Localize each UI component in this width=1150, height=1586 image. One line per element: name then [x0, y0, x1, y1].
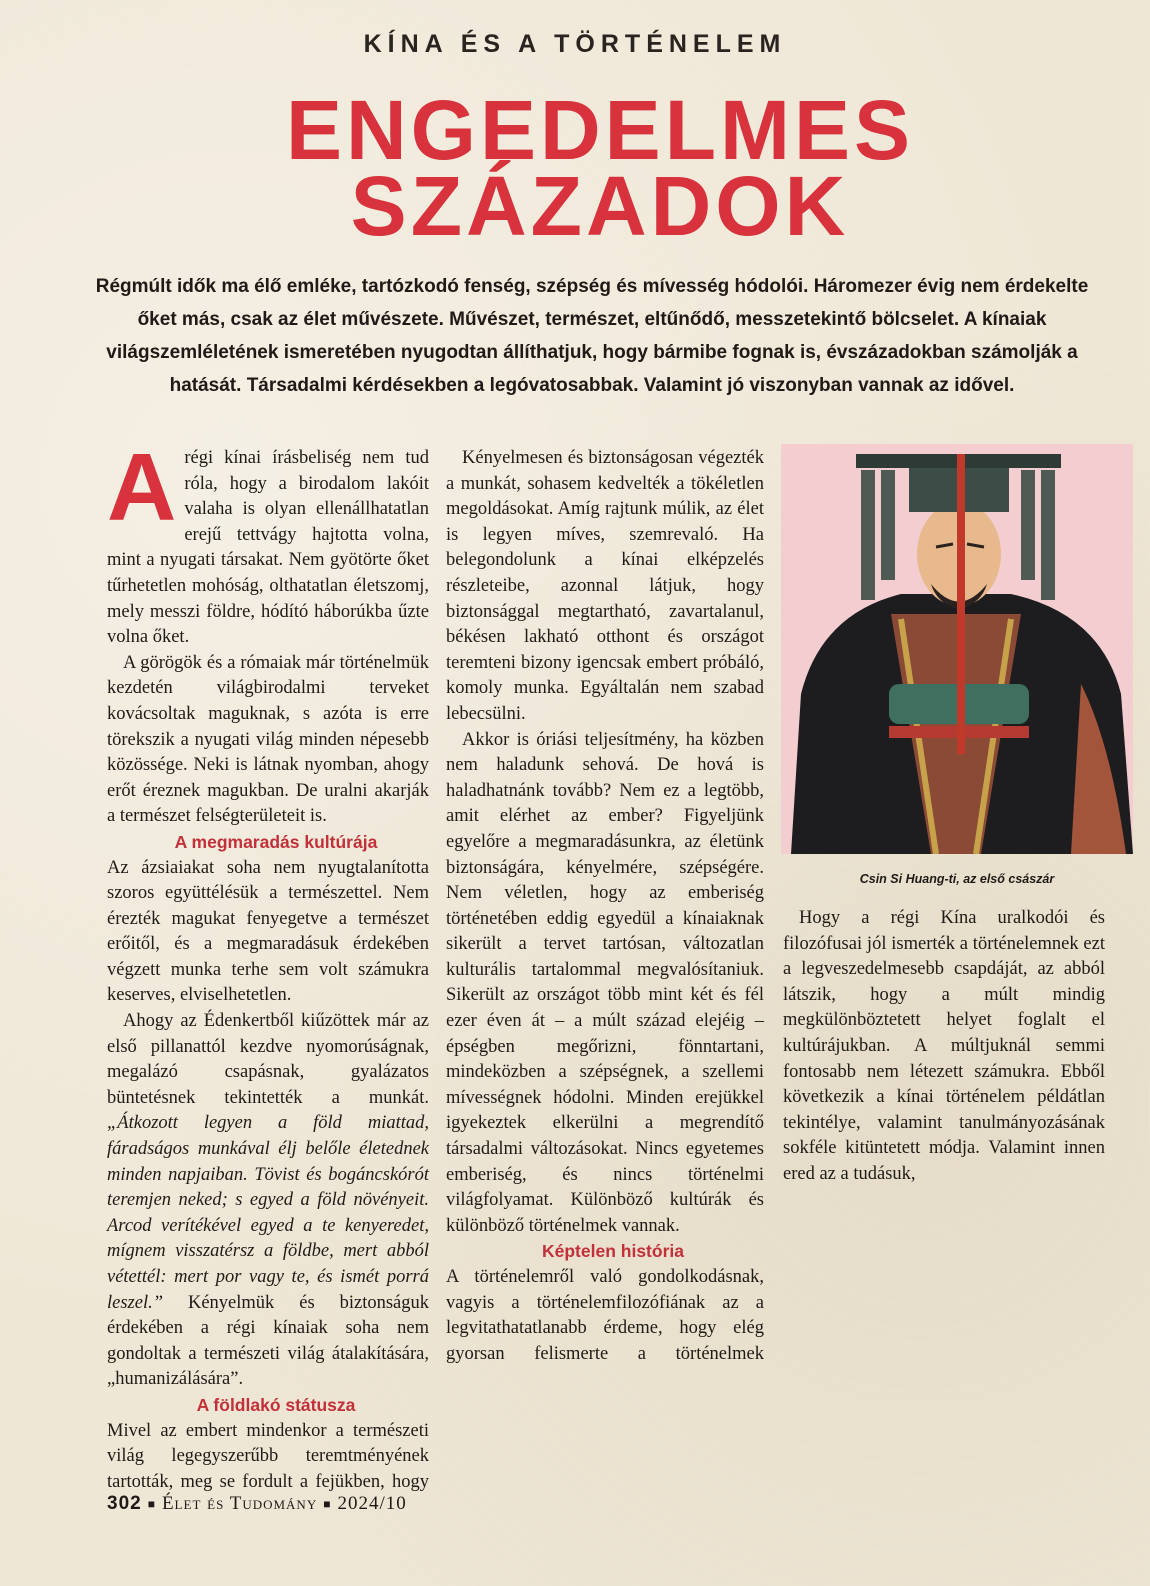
paragraph: Kényelmesen és biztonságosan végezték a munkát, sohasem kedvelték a tökéletlen megoldásokat. Amíg rajtunk múlik, az élet is legyen míves, szemrevaló. Ha belegondolunk a kínai elképzelés részleteibe, azonnal látjuk, hogy biztonsággal megtartható, zavartalanul, békésen lakható otthont és országot teremteni bizony igencsak embert próbáló, komoly munka. Egyáltalán nem szabad lebecsülni.	[446, 448, 764, 724]
title-line-1: ENGEDELMES	[285, 83, 915, 177]
title-line-2: SZÁZADOK	[350, 159, 850, 253]
lead-paragraph: Régmúlt idők ma élő emléke, tartózkodó fenség, szépség és mívesség hódolói. Háromezer évig nem érdekelte őket más, csak az élet művészete. Művészet, természet, eltűnődő, messzetekintő bölcselet. A kínaiak világszemléletének ismeretében nyugodtan állíthatjuk, hogy bármibe fognak is, évszázadokban számolják a hatását. Társadalmi kérdésekben a legóvatosabbak. Valamint jó viszonyban vannak az idővel.	[95, 276, 1089, 396]
paragraph-text: A történelemről való gondolkodásnak, vagyis a történelemfilozófiának az a legvitathatatlanabb érdeme, hogy elég gyorsan felismerte a történelmek	[446, 1267, 764, 1364]
paragraph: Akkor is óriási teljesítmény, ha közben nem haladunk sehová. De hová is haladhatnánk tovább? Nem ez a legtöbb, amit elérhet az ember? Figyeljünk egyelőre a megmaradásunkra, az életünk biztonságára, kényelmére, szépségére. Nem véletlen, hogy az emberiség történetében eddig egyedül a kínaiaknak sikerült a tervet tartósan, változatlan kulturális tartalommal megvalósítaniuk. Sikerült az országot több mint két és fél ezer éven át – a múlt század elejéig – épségben megőrizni, fönntartani, mindeközben a szépségnek, a szellemi mívességnek hódolni. Minden erejükkel igyekeztek elkerülni a megrendítő társadalmi változásokat. Nincs egyetemes emberiség, és nincs történelmi világfolyamat. Különböző kultúrák és különböző történelmek vannak.	[446, 729, 764, 1236]
emperor-portrait-icon	[781, 444, 1133, 854]
page-number: 302	[107, 1493, 142, 1514]
section-kicker: KÍNA ÉS A TÖRTÉNELEM	[363, 30, 787, 58]
paragraph: Hogy a régi Kína uralkodói és filozófusai jól ismerték a történelemnek ezt a legveszedelmesebb csapdáját, az abból látszik, hogy a múlt mindig megkülönböztetett helyet foglalt el kultúrájukban. A múltjuknál semmi fontosabb nem létezett számukra. Ebből következik a kínai történelem példátlan tekintélye, valamint tanulmányozásának sokféle kitüntetett módja. Valamint innen ered az a tudásuk,	[783, 908, 1105, 1184]
subheading: Képtelen história	[542, 1241, 684, 1262]
paragraph-text: Kényelmük és biztonságuk érdekében a régi kínaiak soha nem gondoltak a természeti világ átalakítására, „humanizálására”.	[107, 1292, 429, 1390]
paragraph: A görögök és a rómaiak már történelmük kezdetén világbirodalmi terveket kovácsoltak maguknak, s azóta is erre törekszik a nyugati világ minden népesebb közössége. Neki is látnak nyomban, ahogy erőt éreznek magukban. De uralni akarják a természet felségterületeit is.	[107, 652, 429, 827]
column-1	[107, 434, 429, 1496]
bible-quote: „Átkozott legyen a föld miattad, fáradságos munkával élj belőle életednek minden napjaiban. Tövist és bogáncskórót teremjen neked; s egyed a föld növényeit. Arcod verítékével egyed a te kenyeredet, mígnem visszatérsz a földbe, mert abból vétettél: mert por vagy te, és ismét porrá leszel.”	[107, 1113, 429, 1313]
column-3	[783, 906, 1105, 1188]
drop-cap: A	[107, 434, 177, 541]
paragraph-text: Ahogy az Édenkertből kiűzöttek már az első pillanattól kezdve nyomorúságnak, megalázó csapásnak, gyalázatos büntetésnek tekintették a munkát.	[107, 1011, 429, 1108]
paragraph-text: régi kínai írásbeliség nem tud róla, hogy a birodalom lakóit valaha is olyan ellenállhatatlan erejű tettvágy hajtotta volna, mint a nyugati társakat. Nem gyötörte őket tűrhetetlen mohóság, olthatatlan életszomj, mely messzi földre, hódító háborúkba űzte volna őket.	[107, 448, 429, 648]
figure-caption: Csin Si Huang-ti, az első császár	[859, 872, 1055, 886]
article-title	[0, 83, 1150, 253]
magazine-name: Élet és Tudomány	[161, 1493, 318, 1514]
subheading: A megmaradás kultúrája	[174, 831, 378, 852]
page-footer	[107, 1493, 407, 1515]
separator-icon: ■	[147, 1497, 156, 1512]
subheading: A földlakó státusza	[196, 1394, 356, 1415]
paragraph	[107, 434, 429, 651]
paragraph	[446, 1265, 764, 1367]
paragraph: Az ázsiaiakat soha nem nyugtalanította szoros együttélésük a természettel. Nem érezték magukat fenyegetve a természet erőitől, és a megmaradásuk érdekében végzett munka terhe sem volt számukra keserves, elviselhetetlen.	[107, 857, 429, 1006]
separator-icon: ■	[323, 1497, 332, 1512]
issue-number: 2024/10	[337, 1493, 407, 1514]
paragraph: Mivel az embert mindenkor a természeti világ legegyszerűbb teremtményének tartották, meg se fordult a fejükben, hogy	[107, 1420, 429, 1492]
emperor-illustration	[781, 444, 1133, 854]
column-2	[446, 446, 764, 1367]
paragraph	[107, 1009, 429, 1393]
